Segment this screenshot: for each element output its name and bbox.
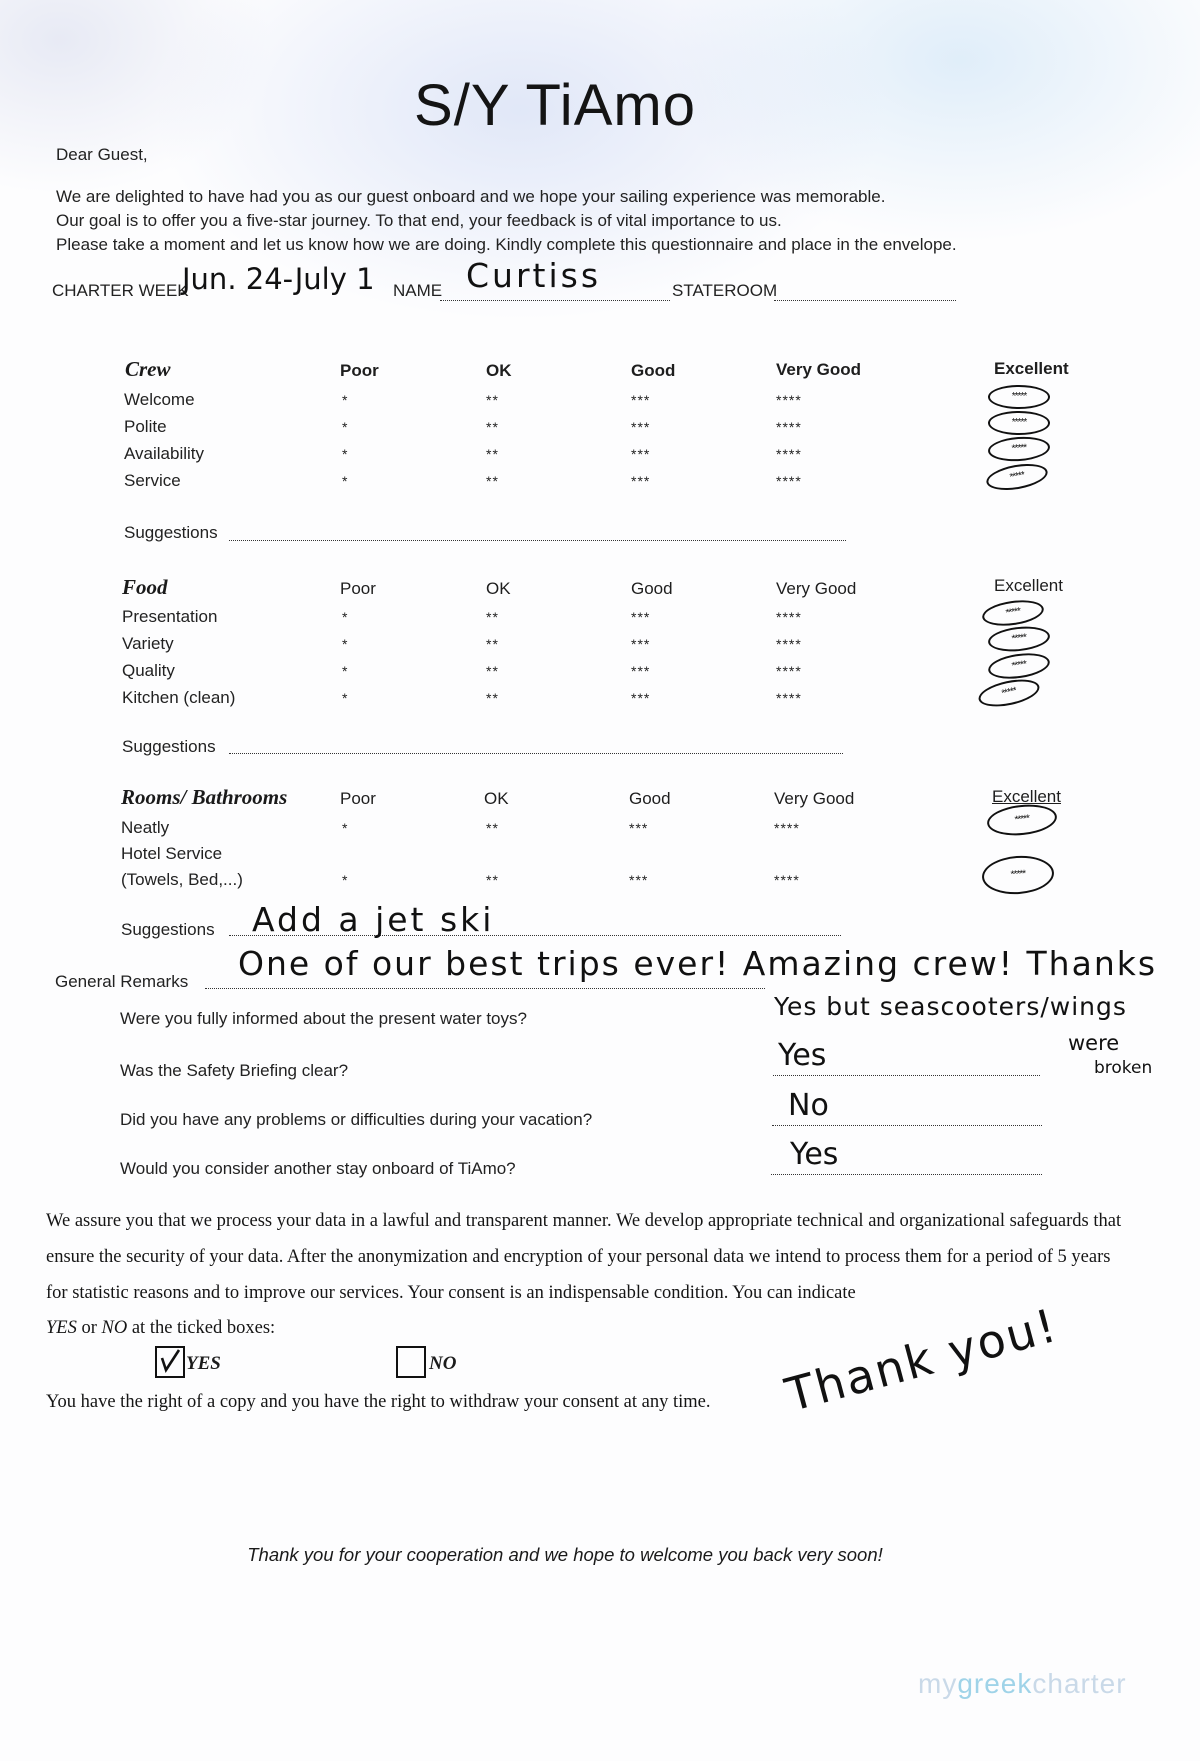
name-value[interactable]: Curtiss <box>466 256 602 295</box>
tick-no-word: NO <box>101 1318 128 1338</box>
stars-poor[interactable]: * <box>342 636 349 652</box>
answer-water-toys-note: were <box>1068 1031 1120 1055</box>
stars-poor[interactable]: * <box>342 473 349 489</box>
col-good: Good <box>631 579 673 598</box>
row-label: Welcome <box>124 390 195 409</box>
row-label: Presentation <box>122 607 218 626</box>
name-label: NAME <box>393 281 443 300</box>
yacht-title: S/Y TiAmo <box>414 73 696 138</box>
stars-very-good[interactable]: **** <box>776 636 802 652</box>
row-label: (Towels, Bed,...) <box>121 870 243 889</box>
consent-no-checkbox[interactable] <box>396 1346 426 1378</box>
row-label: Availability <box>124 444 205 463</box>
tick-instruction <box>46 1318 275 1339</box>
general-remarks-label: General Remarks <box>55 972 189 991</box>
stars-ok[interactable]: ** <box>486 663 499 679</box>
stars-very-good[interactable]: **** <box>774 820 800 836</box>
answer-line <box>771 1174 1042 1175</box>
stars-ok[interactable]: ** <box>486 446 499 462</box>
answer-safety-briefing[interactable]: Yes <box>778 1038 827 1073</box>
stars-good[interactable]: *** <box>631 690 651 706</box>
stars-very-good[interactable]: **** <box>776 609 802 625</box>
stars-poor[interactable]: * <box>342 872 349 888</box>
stars-very-good[interactable]: **** <box>776 473 802 489</box>
excellent-circled-rating[interactable]: ***** <box>988 411 1050 435</box>
col-good: Good <box>629 789 671 808</box>
section-title-rooms: Rooms/ Bathrooms <box>121 785 288 809</box>
stars-ok[interactable]: ** <box>486 820 499 836</box>
question-safety-briefing: Was the Safety Briefing clear? <box>120 1061 349 1080</box>
handwritten-thank-you: Thank you! <box>780 1297 1064 1423</box>
stars-ok[interactable]: ** <box>486 872 499 888</box>
excellent-circled-rating[interactable]: ***** <box>987 435 1051 463</box>
stars-ok[interactable]: ** <box>486 473 499 489</box>
col-very-good: Very Good <box>774 789 855 808</box>
excellent-circled-rating[interactable]: ***** <box>988 385 1050 409</box>
answer-line <box>773 1075 1040 1076</box>
stars-good[interactable]: *** <box>631 446 651 462</box>
tick-or-word: or <box>76 1318 102 1338</box>
stars-poor[interactable]: * <box>342 392 349 408</box>
stateroom-line[interactable] <box>774 300 956 301</box>
stars-poor[interactable]: * <box>342 820 349 836</box>
general-remarks-value[interactable]: One of our best trips ever! Amazing crew! Thanks <box>238 944 1158 983</box>
excellent-circled-rating[interactable]: ***** <box>981 854 1055 897</box>
consent-yes-label: YES <box>186 1353 221 1374</box>
answer-problems[interactable]: No <box>788 1088 829 1123</box>
excellent-circled-rating[interactable]: ***** <box>976 675 1042 711</box>
copy-right-statement: You have the right of a copy and you have the right to withdraw your consent at any time. <box>46 1392 711 1412</box>
col-very-good: Very Good <box>776 360 862 379</box>
col-ok: OK <box>486 579 511 598</box>
stars-very-good[interactable]: **** <box>776 690 802 706</box>
stars-good[interactable]: *** <box>631 636 651 652</box>
rooms-suggestions-value[interactable]: Add a jet ski <box>252 900 495 939</box>
stars-ok[interactable]: ** <box>486 419 499 435</box>
row-label: Hotel Service <box>121 844 223 863</box>
stars-very-good[interactable]: **** <box>776 392 802 408</box>
footer-thanks: Thank you for your cooperation and we hope to welcome you back very soon! <box>247 1544 883 1565</box>
section-title-crew: Crew <box>125 357 171 381</box>
food-suggestions-label: Suggestions <box>122 737 216 756</box>
stars-ok[interactable]: ** <box>486 392 499 408</box>
row-label: Polite <box>124 417 167 436</box>
col-very-good: Very Good <box>776 579 857 598</box>
answer-line <box>772 1125 1042 1126</box>
watermark-suffix: charter <box>1032 1668 1127 1699</box>
stars-ok[interactable]: ** <box>486 609 499 625</box>
stars-poor[interactable]: * <box>342 690 349 706</box>
privacy-statement: We assure you that we process your data in a lawful and transparent manner. We develop appropriate technical and organizational safeguards that ensure the security of your data. After the anonymization and encryption of your personal data we intend to process them for a period of 5 years for statistic reasons and to improve our services. Your consent is an indispensable condition. You can indicate <box>46 1211 1122 1303</box>
answer-water-toys[interactable]: Yes but seascooters/wings <box>774 992 1127 1021</box>
stars-very-good[interactable]: **** <box>774 872 800 888</box>
row-label: Variety <box>122 634 174 653</box>
watermark-prefix: my <box>918 1668 958 1699</box>
excellent-circled-rating[interactable]: ***** <box>981 597 1046 629</box>
excellent-circled-rating[interactable]: ***** <box>987 624 1051 654</box>
col-ok: OK <box>486 361 512 380</box>
col-poor: Poor <box>340 789 376 808</box>
stars-good[interactable]: *** <box>629 820 649 836</box>
tick-yes-word: YES <box>46 1318 77 1338</box>
watermark-logo <box>918 1668 1127 1700</box>
stars-ok[interactable]: ** <box>486 690 499 706</box>
col-good: Good <box>631 361 676 380</box>
col-excellent: Excellent <box>994 576 1063 595</box>
col-poor: Poor <box>340 579 376 598</box>
intro-line-2: Our goal is to offer you a five-star journey. To that end, your feedback is of vital importance to us. <box>56 211 782 230</box>
stars-poor[interactable]: * <box>342 663 349 679</box>
col-ok: OK <box>484 789 509 808</box>
consent-no-label: NO <box>429 1353 457 1374</box>
question-another-stay: Would you consider another stay onboard of TiAmo? <box>120 1159 516 1178</box>
stars-good[interactable]: *** <box>631 609 651 625</box>
section-title-food: Food <box>122 575 168 599</box>
name-line <box>440 300 670 301</box>
stars-poor[interactable]: * <box>342 609 349 625</box>
row-label: Service <box>124 471 181 490</box>
stars-poor[interactable]: * <box>342 419 349 435</box>
checkmark-icon <box>157 1348 183 1376</box>
consent-yes-checkbox[interactable] <box>155 1346 185 1378</box>
stars-good[interactable]: *** <box>629 872 649 888</box>
col-excellent: Excellent <box>992 787 1061 806</box>
watermark-brand: greek <box>957 1668 1033 1699</box>
stars-very-good[interactable]: **** <box>776 419 802 435</box>
intro-line-3: Please take a moment and let us know how we are doing. Kindly complete this questionnaire and place in the envelope. <box>56 235 957 254</box>
row-label: Kitchen (clean) <box>122 688 236 707</box>
row-label: Quality <box>122 661 175 680</box>
crew-suggestions-label: Suggestions <box>124 523 218 542</box>
excellent-circled-rating[interactable]: ***** <box>984 460 1049 494</box>
stars-poor[interactable]: * <box>342 446 349 462</box>
stars-good[interactable]: *** <box>631 419 651 435</box>
rooms-suggestions-label: Suggestions <box>121 920 215 939</box>
question-problems: Did you have any problems or difficulties during your vacation? <box>120 1110 593 1129</box>
stars-good[interactable]: *** <box>631 663 651 679</box>
stateroom-label: STATEROOM <box>672 281 778 300</box>
answer-water-toys-note: broken <box>1094 1058 1153 1078</box>
stars-very-good[interactable]: **** <box>776 663 802 679</box>
col-poor: Poor <box>340 361 379 380</box>
general-remarks-line[interactable] <box>205 988 765 989</box>
row-label: Neatly <box>121 818 170 837</box>
stars-good[interactable]: *** <box>631 473 651 489</box>
intro-line-1: We are delighted to have had you as our guest onboard and we hope your sailing experience was memorable. <box>56 187 886 206</box>
excellent-circled-rating[interactable]: ***** <box>986 801 1059 838</box>
excellent-circled-rating[interactable]: ***** <box>987 650 1052 682</box>
stars-good[interactable]: *** <box>631 392 651 408</box>
tick-rest: at the ticked boxes: <box>127 1318 276 1338</box>
crew-suggestions-line[interactable] <box>229 540 846 541</box>
charter-week-label: CHARTER WEEK <box>52 281 189 300</box>
charter-week-value[interactable]: Jun. 24-July 1 <box>182 262 375 296</box>
greeting: Dear Guest, <box>56 145 148 164</box>
question-water-toys: Were you fully informed about the present water toys? <box>120 1009 527 1028</box>
stars-ok[interactable]: ** <box>486 636 499 652</box>
answer-another-stay[interactable]: Yes <box>790 1137 839 1172</box>
food-suggestions-line[interactable] <box>229 753 843 754</box>
stars-very-good[interactable]: **** <box>776 446 802 462</box>
col-excellent: Excellent <box>994 359 1069 378</box>
